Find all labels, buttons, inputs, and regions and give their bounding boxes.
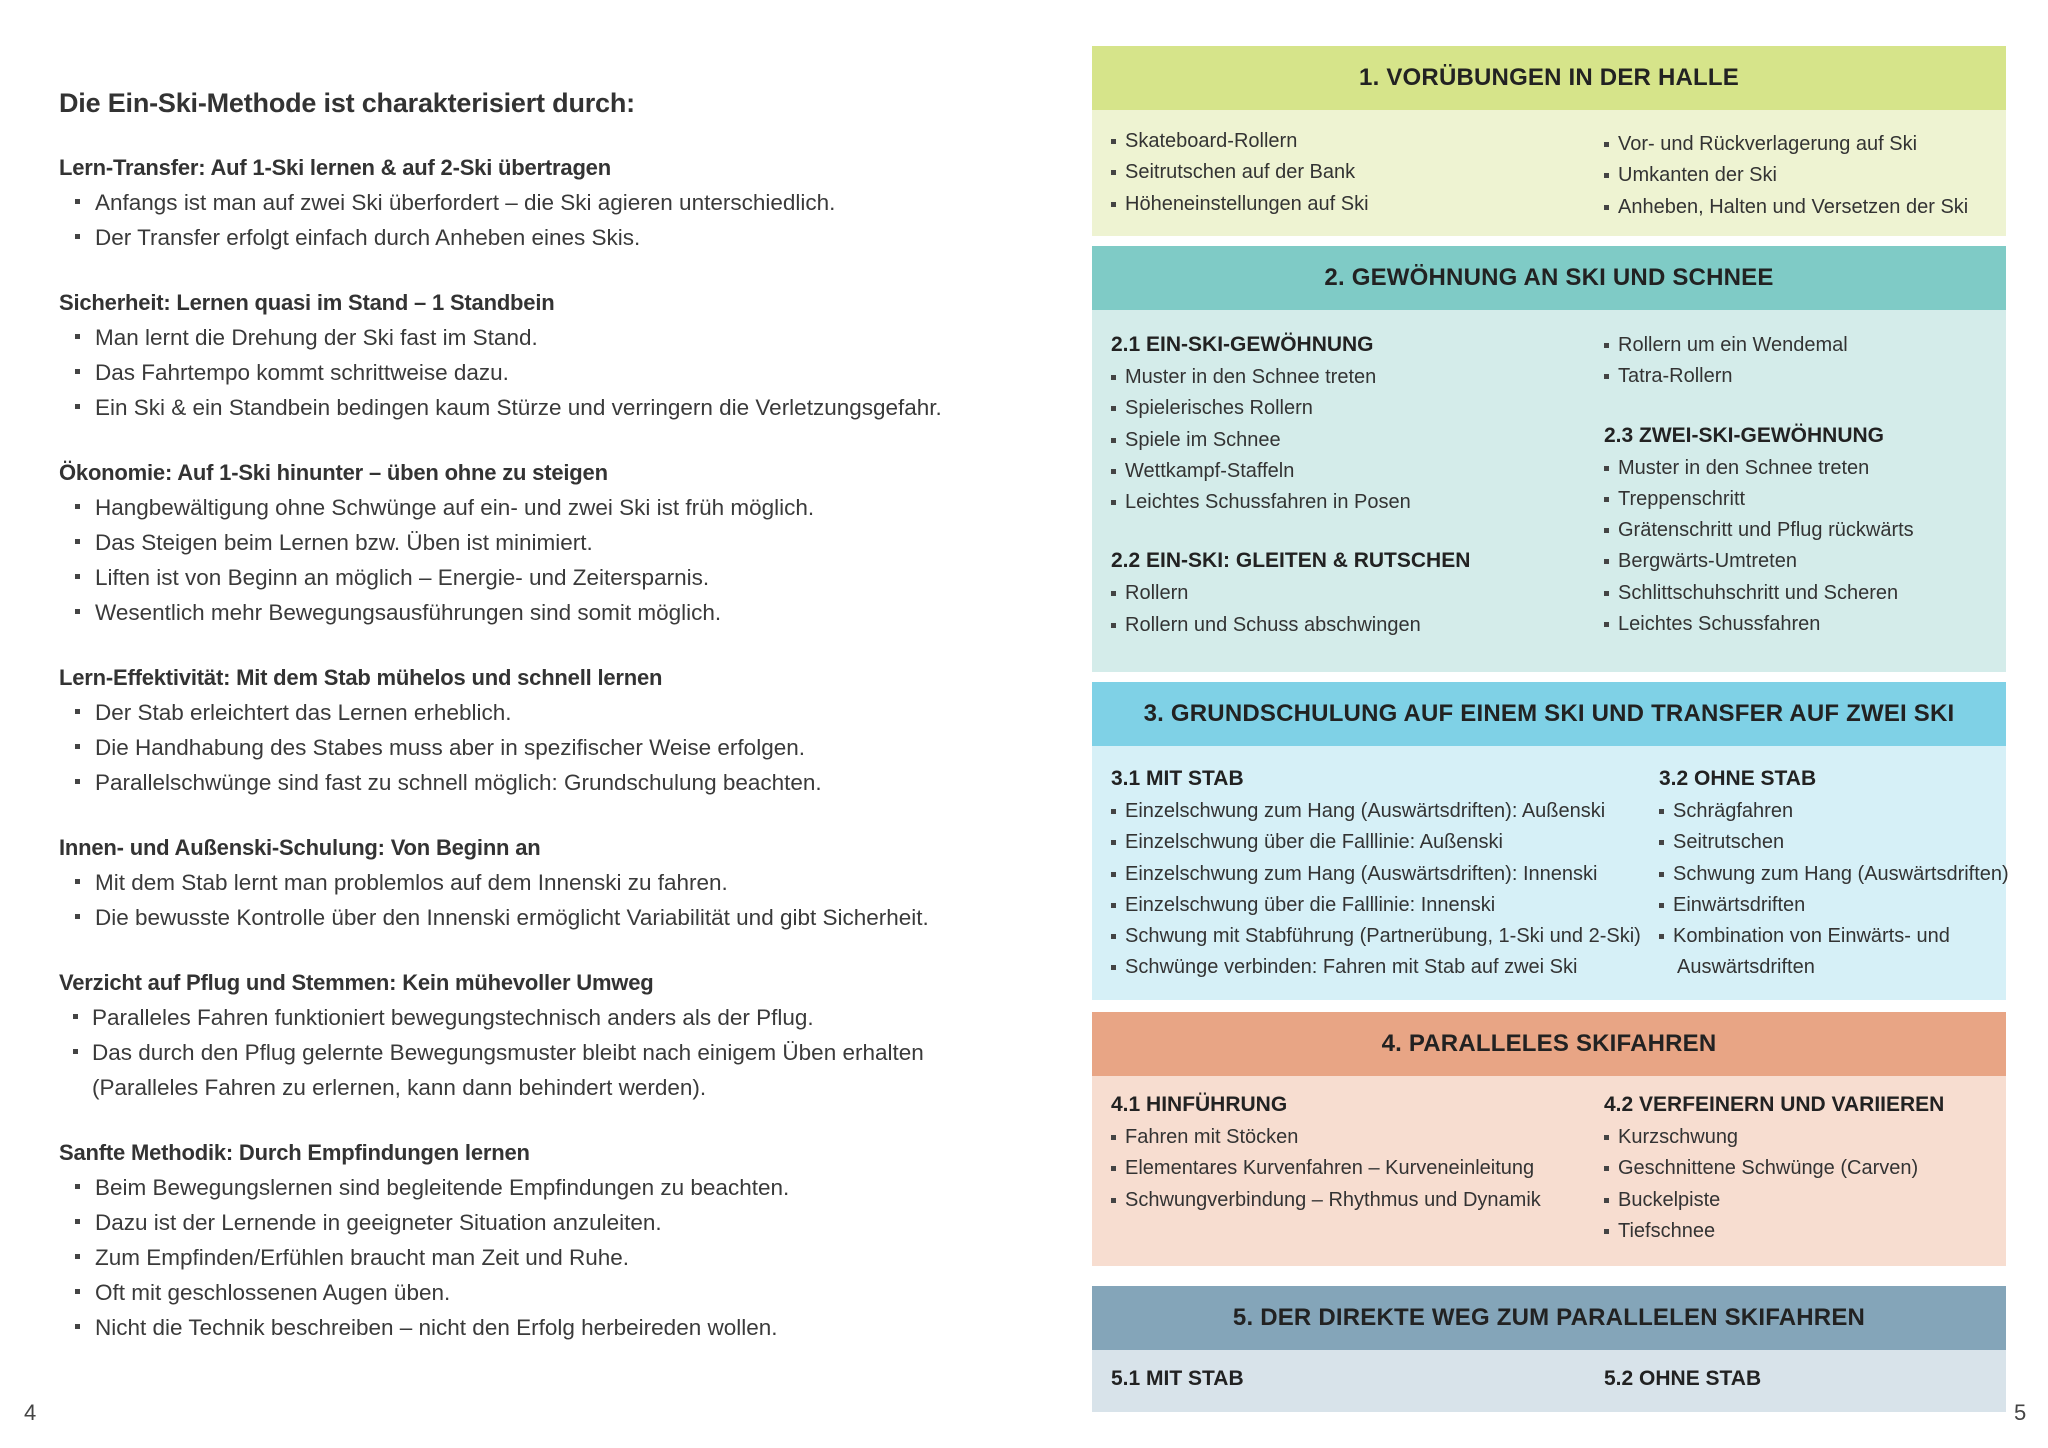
list-item: Elementares Kurvenfahren – Kurveneinleitung xyxy=(1111,1153,1541,1184)
list-item: Kurzschwung xyxy=(1604,1122,1944,1153)
list-item: Beim Bewegungslernen sind begleitende Empfindungen zu beachten. xyxy=(59,1170,1059,1205)
box-body xyxy=(1092,110,2006,236)
list-item: Spielerisches Rollern xyxy=(1111,393,1470,424)
list-item: Das durch den Pflug gelernte Bewegungsmuster bleibt nach einigem Üben erhalten xyxy=(59,1035,1059,1070)
column-right xyxy=(1604,1364,1761,1396)
box-body xyxy=(1092,1076,2006,1266)
section-heading: Ökonomie: Auf 1-Ski hinunter – üben ohne zu steigen xyxy=(59,460,608,485)
list-item: Liften ist von Beginn an möglich – Energie- und Zeitersparnis. xyxy=(59,560,1059,595)
list-item: Nicht die Technik beschreiben – nicht den Erfolg herbeireden wollen. xyxy=(59,1310,1059,1345)
column-right xyxy=(1604,129,1968,223)
list-item: Oft mit geschlossenen Augen üben. xyxy=(59,1275,1059,1310)
box-paralleles-skifahren xyxy=(1092,1012,2006,1266)
list-item: Schlittschuhschritt und Scheren xyxy=(1604,578,1914,609)
list-item: Das Fahrtempo kommt schrittweise dazu. xyxy=(59,355,1059,390)
section-heading: Sanfte Methodik: Durch Empfindungen lernen xyxy=(59,1140,530,1165)
box-header xyxy=(1092,246,2006,310)
section-heading: Innen- und Außenski-Schulung: Von Beginn an xyxy=(59,835,541,860)
subsection-title: 3.1 MIT STAB xyxy=(1111,767,1244,790)
list-item: Muster in den Schnee treten xyxy=(1111,362,1470,393)
list-item: Wesentlich mehr Bewegungsausführungen sind somit möglich. xyxy=(59,595,1059,630)
box-header xyxy=(1092,1012,2006,1076)
list-item: Rollern xyxy=(1111,578,1470,609)
list-item: Schrägfahren xyxy=(1659,796,2009,827)
list-item: Der Transfer erfolgt einfach durch Anheben eines Skis. xyxy=(59,220,1059,255)
column-left xyxy=(1111,330,1470,641)
column-right xyxy=(1659,764,2009,984)
list-item: Tiefschnee xyxy=(1604,1216,1944,1247)
list-item: Bergwärts-Umtreten xyxy=(1604,546,1914,577)
box-header xyxy=(1092,46,2006,110)
page-number-right: 5 xyxy=(2014,1400,2027,1425)
subsection-title: 5.2 OHNE STAB xyxy=(1604,1367,1762,1390)
page-title: Die Ein-Ski-Methode ist charakterisiert durch: xyxy=(59,88,635,118)
subsection-title: 2.2 EIN-SKI: GLEITEN & RUTSCHEN xyxy=(1111,549,1471,573)
list-item: Anfangs ist man auf zwei Ski überfordert – die Ski agieren unterschiedlich. xyxy=(59,185,1059,220)
subsection-title: 3.2 OHNE STAB xyxy=(1659,767,1817,790)
box-direkter-weg xyxy=(1092,1286,2006,1412)
list-item: Treppenschritt xyxy=(1604,484,1914,515)
list-item: Mit dem Stab lernt man problemlos auf dem Innenski zu fahren. xyxy=(59,865,1059,900)
list-item: Geschnittene Schwünge (Carven) xyxy=(1604,1153,1944,1184)
box-title: 1. VORÜBUNGEN IN DER HALLE xyxy=(1359,64,1739,91)
box-title: 2. GEWÖHNUNG AN SKI UND SCHNEE xyxy=(1324,264,1774,291)
list-item: Schwung mit Stabführung (Partnerübung, 1-Ski und 2-Ski) xyxy=(1111,921,1641,952)
list-item: Dazu ist der Lernende in geeigneter Situation anzuleiten. xyxy=(59,1205,1059,1240)
section-sicherheit xyxy=(59,290,1059,425)
subsection-title: 2.1 EIN-SKI-GEWÖHNUNG xyxy=(1111,333,1374,356)
subsection-title: 4.1 HINFÜHRUNG xyxy=(1111,1093,1288,1116)
column-left xyxy=(1111,1090,1541,1216)
list-item: Muster in den Schnee treten xyxy=(1604,453,1914,484)
list-item: Höheneinstellungen auf Ski xyxy=(1111,189,1369,220)
list-item: Einzelschwung über die Falllinie: Außenski xyxy=(1111,827,1641,858)
left-content xyxy=(59,88,1059,1380)
list-item: Paralleles Fahren funktioniert bewegungstechnisch anders als der Pflug. xyxy=(59,1000,1059,1035)
list-item: Kombination von Einwärts- und xyxy=(1659,921,2009,952)
column-left xyxy=(1111,764,1641,984)
column-right xyxy=(1604,330,1914,640)
list-item: Umkanten der Ski xyxy=(1604,160,1968,191)
column-left xyxy=(1111,126,1369,220)
list-item: Der Stab erleichtert das Lernen erheblich. xyxy=(59,695,1059,730)
column-right xyxy=(1604,1090,1944,1247)
list-item: Das Steigen beim Lernen bzw. Üben ist minimiert. xyxy=(59,525,1059,560)
section-sanfte-methodik xyxy=(59,1140,1059,1345)
list-item: Skateboard-Rollern xyxy=(1111,126,1369,157)
list-item: Buckelpiste xyxy=(1604,1185,1944,1216)
box-body xyxy=(1092,746,2009,1000)
list-item: Fahren mit Stöcken xyxy=(1111,1122,1541,1153)
list-item: Einzelschwung über die Falllinie: Innenski xyxy=(1111,890,1641,921)
box-title: 3. GRUNDSCHULUNG AUF EINEM SKI UND TRANSFER AUF ZWEI SKI xyxy=(1143,700,1955,727)
list-item: Spiele im Schnee xyxy=(1111,425,1470,456)
section-oekonomie xyxy=(59,460,1059,630)
list-item: Leichtes Schussfahren xyxy=(1604,609,1914,640)
list-item: Einzelschwung zum Hang (Auswärtsdriften): Innenski xyxy=(1111,859,1641,890)
subsection-title: 5.1 MIT STAB xyxy=(1111,1367,1244,1390)
box-gewoehnung xyxy=(1092,246,2006,672)
column-left xyxy=(1111,1364,1244,1396)
list-item: Hangbewältigung ohne Schwünge auf ein- und zwei Ski ist früh möglich. xyxy=(59,490,1059,525)
subsection-title: 2.3 ZWEI-SKI-GEWÖHNUNG xyxy=(1604,423,1885,447)
section-heading: Lern-Transfer: Auf 1-Ski lernen & auf 2-Ski übertragen xyxy=(59,155,611,180)
list-item: Anheben, Halten und Versetzen der Ski xyxy=(1604,192,1968,223)
list-item: Leichtes Schussfahren in Posen xyxy=(1111,487,1470,518)
section-heading: Sicherheit: Lernen quasi im Stand – 1 Standbein xyxy=(59,290,555,315)
section-innen-aussenski xyxy=(59,835,1059,935)
list-item: Parallelschwünge sind fast zu schnell möglich: Grundschulung beachten. xyxy=(59,765,1059,800)
box-body xyxy=(1092,1350,2006,1412)
box-header xyxy=(1092,682,2006,746)
list-item: Grätenschritt und Pflug rückwärts xyxy=(1604,515,1914,546)
box-vorubungen xyxy=(1092,46,2006,236)
box-body xyxy=(1092,310,2006,672)
list-item: Seitrutschen xyxy=(1659,827,2009,858)
list-item: Schwung zum Hang (Auswärtsdriften) xyxy=(1659,859,2009,890)
section-verzicht-pflug xyxy=(59,970,1059,1105)
list-item-continuation: (Paralleles Fahren zu erlernen, kann dann behindert werden). xyxy=(92,1075,707,1100)
list-item: Tatra-Rollern xyxy=(1604,361,1914,392)
list-item: Einzelschwung zum Hang (Auswärtsdriften): Außenski xyxy=(1111,796,1641,827)
list-item-continuation: Auswärtsdriften xyxy=(1677,956,1815,979)
section-lern-effektivitaet xyxy=(59,665,1059,800)
list-item: Rollern um ein Wendemal xyxy=(1604,330,1914,361)
list-item: Man lernt die Drehung der Ski fast im Stand. xyxy=(59,320,1059,355)
list-item: Vor- und Rückverlagerung auf Ski xyxy=(1604,129,1968,160)
section-heading: Verzicht auf Pflug und Stemmen: Kein mühevoller Umweg xyxy=(59,970,654,995)
list-item: Schwungverbindung – Rhythmus und Dynamik xyxy=(1111,1185,1541,1216)
list-item: Seitrutschen auf der Bank xyxy=(1111,157,1369,188)
box-grundschulung xyxy=(1092,682,2009,1000)
box-title: 4. PARALLELES SKIFAHREN xyxy=(1381,1030,1717,1057)
box-header xyxy=(1092,1286,2006,1350)
section-lern-transfer xyxy=(59,155,1059,255)
list-item: Die bewusste Kontrolle über den Innenski ermöglicht Variabilität und gibt Sicherheit. xyxy=(59,900,1059,935)
list-item: Wettkampf-Staffeln xyxy=(1111,456,1470,487)
page-number-left: 4 xyxy=(24,1400,37,1425)
list-item: Rollern und Schuss abschwingen xyxy=(1111,610,1470,641)
list-item: Ein Ski & ein Standbein bedingen kaum Stürze und verringern die Verletzungsgefahr. xyxy=(59,390,1059,425)
box-title: 5. DER DIREKTE WEG ZUM PARALLELEN SKIFAHREN xyxy=(1232,1304,1866,1331)
list-item: Schwünge verbinden: Fahren mit Stab auf zwei Ski xyxy=(1111,952,1641,983)
subsection-title: 4.2 VERFEINERN UND VARIIEREN xyxy=(1604,1093,1945,1116)
section-heading: Lern-Effektivität: Mit dem Stab mühelos und schnell lernen xyxy=(59,665,663,690)
list-item: Die Handhabung des Stabes muss aber in spezifischer Weise erfolgen. xyxy=(59,730,1059,765)
list-item: Zum Empfinden/Erfühlen braucht man Zeit und Ruhe. xyxy=(59,1240,1059,1275)
list-item: Einwärtsdriften xyxy=(1659,890,2009,921)
